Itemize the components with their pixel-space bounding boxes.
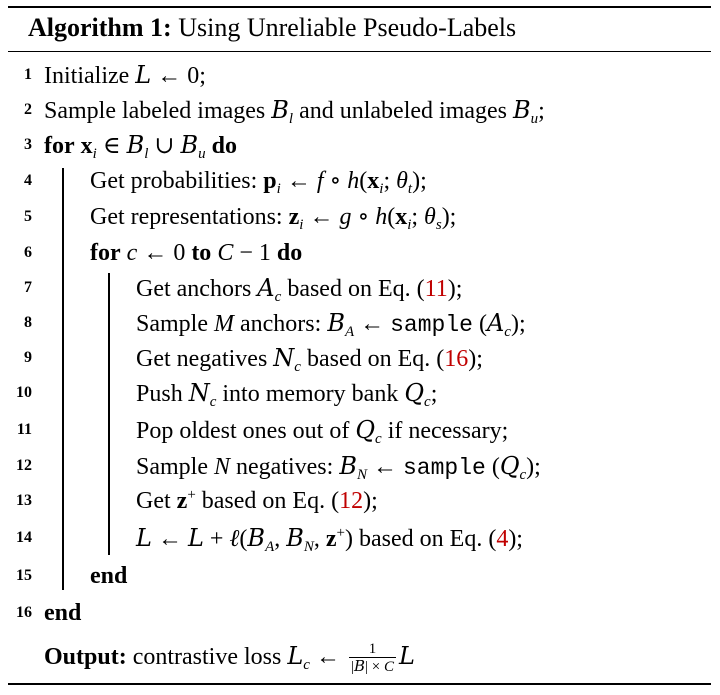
line-content: Push $N_c$ into memory bank $Q_c$; — [136, 379, 438, 410]
line-content: Sample N negatives: $B_N$ ← sample $(Q_c)$; — [136, 452, 541, 483]
output-label: Output: — [44, 644, 127, 670]
algorithm-line — [0, 164, 716, 198]
algorithm-line — [0, 413, 716, 447]
line-number: 9 — [24, 349, 32, 366]
line-content: Initialize L ← 0; — [44, 61, 206, 89]
line-number: 1 — [24, 66, 32, 83]
equation-reference[interactable]: 4 — [496, 526, 509, 552]
algorithm-line — [0, 449, 716, 483]
line-number: 2 — [24, 101, 32, 118]
algorithm-line — [0, 341, 716, 375]
algorithm-line — [0, 596, 716, 630]
line-number: 4 — [24, 172, 32, 189]
algorithm-line — [0, 58, 716, 92]
line-content: Get probabilities: $p_i$ ← f ∘ $h(x_i$; $\theta_t$); — [90, 168, 427, 197]
algorithm-name: Using Unreliable Pseudo-Labels — [178, 13, 517, 42]
line-number: 16 — [16, 604, 32, 621]
algorithm-line — [0, 236, 716, 270]
algorithm-line — [0, 271, 716, 305]
algorithm-line — [0, 559, 716, 593]
line-number: 10 — [16, 384, 32, 401]
line-number: 14 — [16, 529, 32, 546]
line-number: 3 — [24, 136, 32, 153]
line-number: 11 — [16, 421, 32, 438]
line-content: L ← $L + \ell(B_A$, $B_N$, z+) based on Eq. (4); — [136, 524, 523, 555]
line-content: end — [90, 563, 128, 589]
algorithm-title — [28, 13, 516, 43]
line-number: 8 — [24, 314, 32, 331]
algorithm-line — [0, 306, 716, 340]
top-rule — [8, 6, 711, 8]
line-content: for c ← 0 to C − 1 do — [90, 240, 303, 266]
line-number: 15 — [16, 567, 32, 584]
output-content: Output: contrastive loss $L_c$ ← $\frac{1}{|B| \times C}$ L — [44, 641, 415, 676]
line-content: Sample M anchors: $B_A$ ← sample $(A_c)$; — [136, 309, 526, 340]
line-content: Get negatives $N_c$ based on Eq. (16); — [136, 344, 483, 375]
equation-reference[interactable]: 11 — [424, 276, 448, 302]
equation-reference[interactable]: 12 — [339, 488, 364, 514]
line-number: 12 — [16, 457, 32, 474]
algorithm-line — [0, 521, 716, 555]
line-number: 7 — [24, 279, 32, 296]
algorithm-output — [0, 636, 716, 676]
algorithm-line — [0, 200, 716, 234]
line-number: 6 — [24, 244, 32, 261]
algorithm-line — [0, 93, 716, 127]
algorithm-label: Algorithm 1: — [28, 13, 172, 42]
line-number: 5 — [24, 208, 32, 225]
header-rule — [8, 51, 711, 52]
line-content: Get representations: $z_i$ ← g ∘ $h(x_i$; $\theta_s$); — [90, 204, 457, 233]
line-content: for $x_i$ ∈ $B_l$ ∪ $B_u$ do — [44, 131, 238, 162]
line-content: Sample labeled images $B_l$ and unlabeled images $B_u$; — [44, 96, 545, 127]
line-content: end — [44, 600, 82, 626]
line-number: 13 — [16, 492, 32, 509]
line-content: Get anchors $A_c$ based on Eq. (11); — [136, 274, 463, 305]
line-content: Get z+ based on Eq. (12); — [136, 487, 378, 514]
algorithm-line — [0, 128, 716, 162]
bottom-rule — [8, 683, 711, 685]
fraction: $\frac{1}{|B| \times C}$ — [350, 641, 394, 676]
line-content: Pop oldest ones out of $Q_c$ if necessary; — [136, 416, 509, 447]
algorithm-line — [0, 376, 716, 410]
algorithm-line — [0, 484, 716, 518]
equation-reference[interactable]: 16 — [444, 346, 469, 372]
